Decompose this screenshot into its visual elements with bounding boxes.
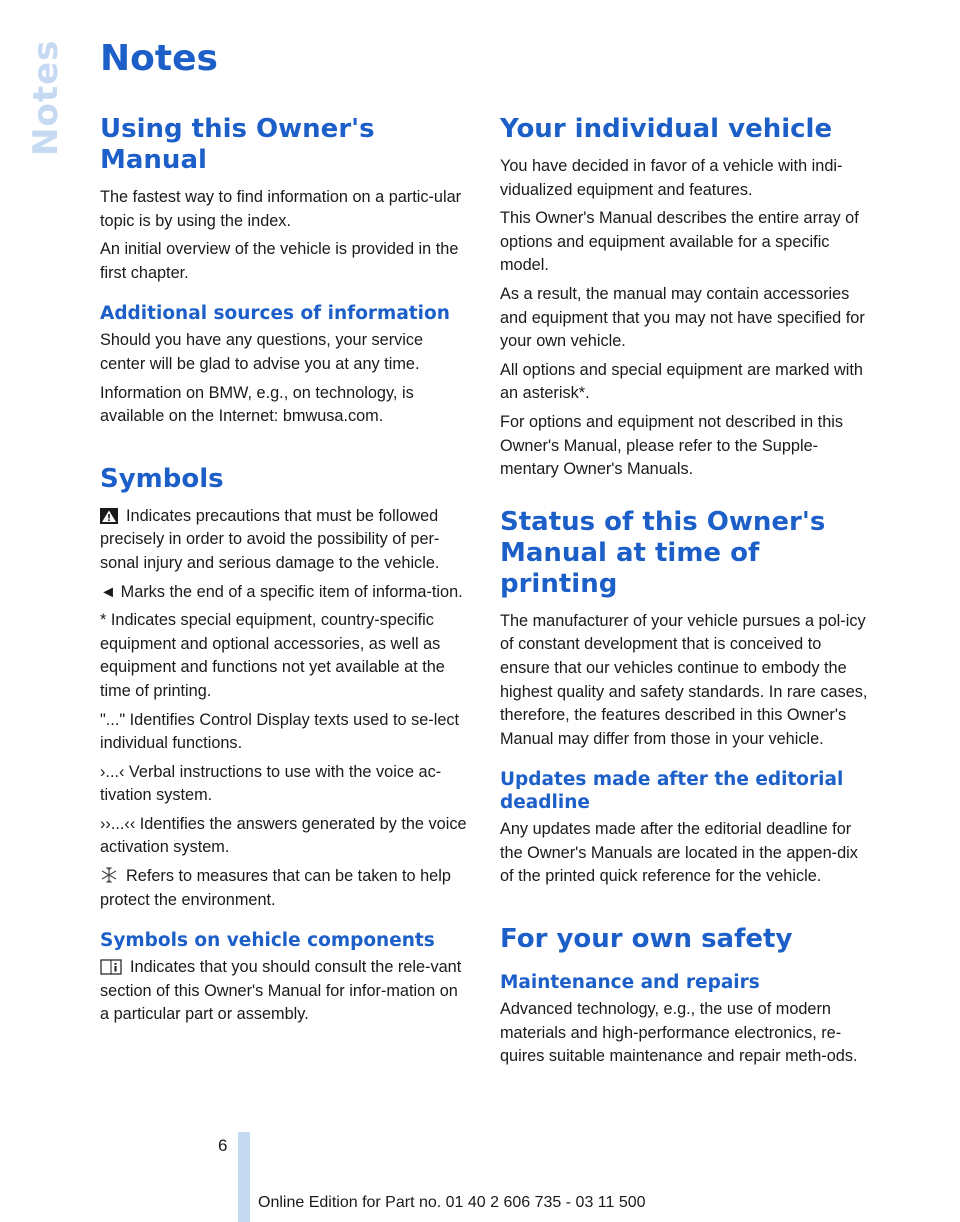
warning-triangle-icon	[100, 508, 118, 524]
updates-heading: Updates made after the editorial deadline	[500, 769, 844, 814]
owners-manual-text-1: The fastest way to find information on a partic-ular topic is by using the index.	[100, 188, 462, 230]
vehicle-components-heading: Symbols on vehicle components	[100, 930, 435, 952]
updates-text: Any updates made after the editorial deadline for the Owner's Manuals are located in the appen-dix of the printed quick reference for the vehicle.	[500, 820, 858, 886]
individual-vehicle-text-3: As a result, the manual may contain accessories and equipment that you may not have specified for your own vehicle.	[500, 284, 865, 351]
symbol-answers: ››...‹‹ Identifies the answers generated by the voice activation system.	[100, 814, 467, 857]
page-title: Notes	[100, 38, 218, 79]
individual-vehicle-text-2: This Owner's Manual describes the entire array of options and equipment available for a specific model.	[500, 209, 859, 275]
side-tab-label: Notes	[26, 39, 66, 156]
footer-bar	[238, 1132, 250, 1222]
maintenance-heading: Maintenance and repairs	[500, 972, 760, 994]
individual-vehicle-text-1: You have decided in favor of a vehicle with indi-vidualized equipment and features.	[500, 157, 843, 199]
additional-sources-heading: Additional sources of information	[100, 303, 450, 325]
symbol-quotes: "..." Identifies Control Display texts used to se-lect individual functions.	[100, 710, 460, 753]
symbol-asterisk: * Indicates special equipment, country-specific equipment and optional accessories, as well as equipment and functions not yet available at the time of printing.	[100, 611, 445, 700]
individual-vehicle-heading: Your individual vehicle	[500, 114, 833, 144]
individual-vehicle-text-5: For options and equipment not described in this Owner's Manual, please refer to the Supple-mentary Owner's Manuals.	[500, 412, 844, 479]
edition-footer: Online Edition for Part no. 01 40 2 606 735 - 03 11 500	[258, 1194, 646, 1211]
symbol-environment-item	[100, 865, 468, 912]
symbol-environment-text: Refers to measures that can be taken to help protect the environment.	[100, 867, 451, 909]
owners-manual-text-2: An initial overview of the vehicle is provided in the first chapter.	[100, 240, 459, 282]
safety-heading: For your own safety	[500, 924, 793, 955]
symbol-verbal: ›...‹ Verbal instructions to use with the voice ac-tivation system.	[100, 762, 442, 805]
vehicle-components-item	[100, 956, 468, 1027]
additional-sources-text-2: Information on BMW, e.g., on technology, is available on the Internet: bmwusa.com.	[100, 383, 414, 426]
right-column	[500, 114, 874, 1074]
side-tab	[26, 30, 66, 170]
owners-manual-heading: Using this Owner's Manual	[100, 114, 375, 175]
maintenance-text: Advanced technology, e.g., the use of modern materials and high-performance electronics, re-quires suitable maintenance and repair meth-ods.	[500, 1000, 858, 1066]
page-number: 6	[218, 1136, 228, 1155]
left-column	[100, 114, 468, 1032]
status-heading: Status of this Owner's Manual at time of printing	[500, 506, 826, 599]
manual-book-icon	[100, 959, 122, 975]
individual-vehicle-text-4: All options and special equipment are marked with an asterisk*.	[500, 360, 863, 403]
symbols-heading: Symbols	[100, 463, 224, 494]
additional-sources-text-1: Should you have any questions, your service center will be glad to advise you at any time.	[100, 331, 424, 373]
symbol-end-mark: ◄ Marks the end of a specific item of informa-tion.	[100, 582, 463, 601]
environment-icon	[100, 866, 118, 884]
status-text: The manufacturer of your vehicle pursues a pol-icy of constant development that is conceived to ensure that our vehicles continue to embody the highest quality and safety standards. In rare cases, therefore, the features described in this Owner's Manual may differ from those in your vehicle.	[500, 611, 868, 748]
symbol-warning-text: Indicates precautions that must be followed precisely in order to avoid the possibility of per-sonal injury and serious damage to the vehicle.	[100, 506, 440, 572]
symbol-warning-item	[100, 505, 468, 576]
vehicle-components-text: Indicates that you should consult the rele-vant section of this Owner's Manual for infor-mation on a particular part or assembly.	[100, 958, 462, 1024]
